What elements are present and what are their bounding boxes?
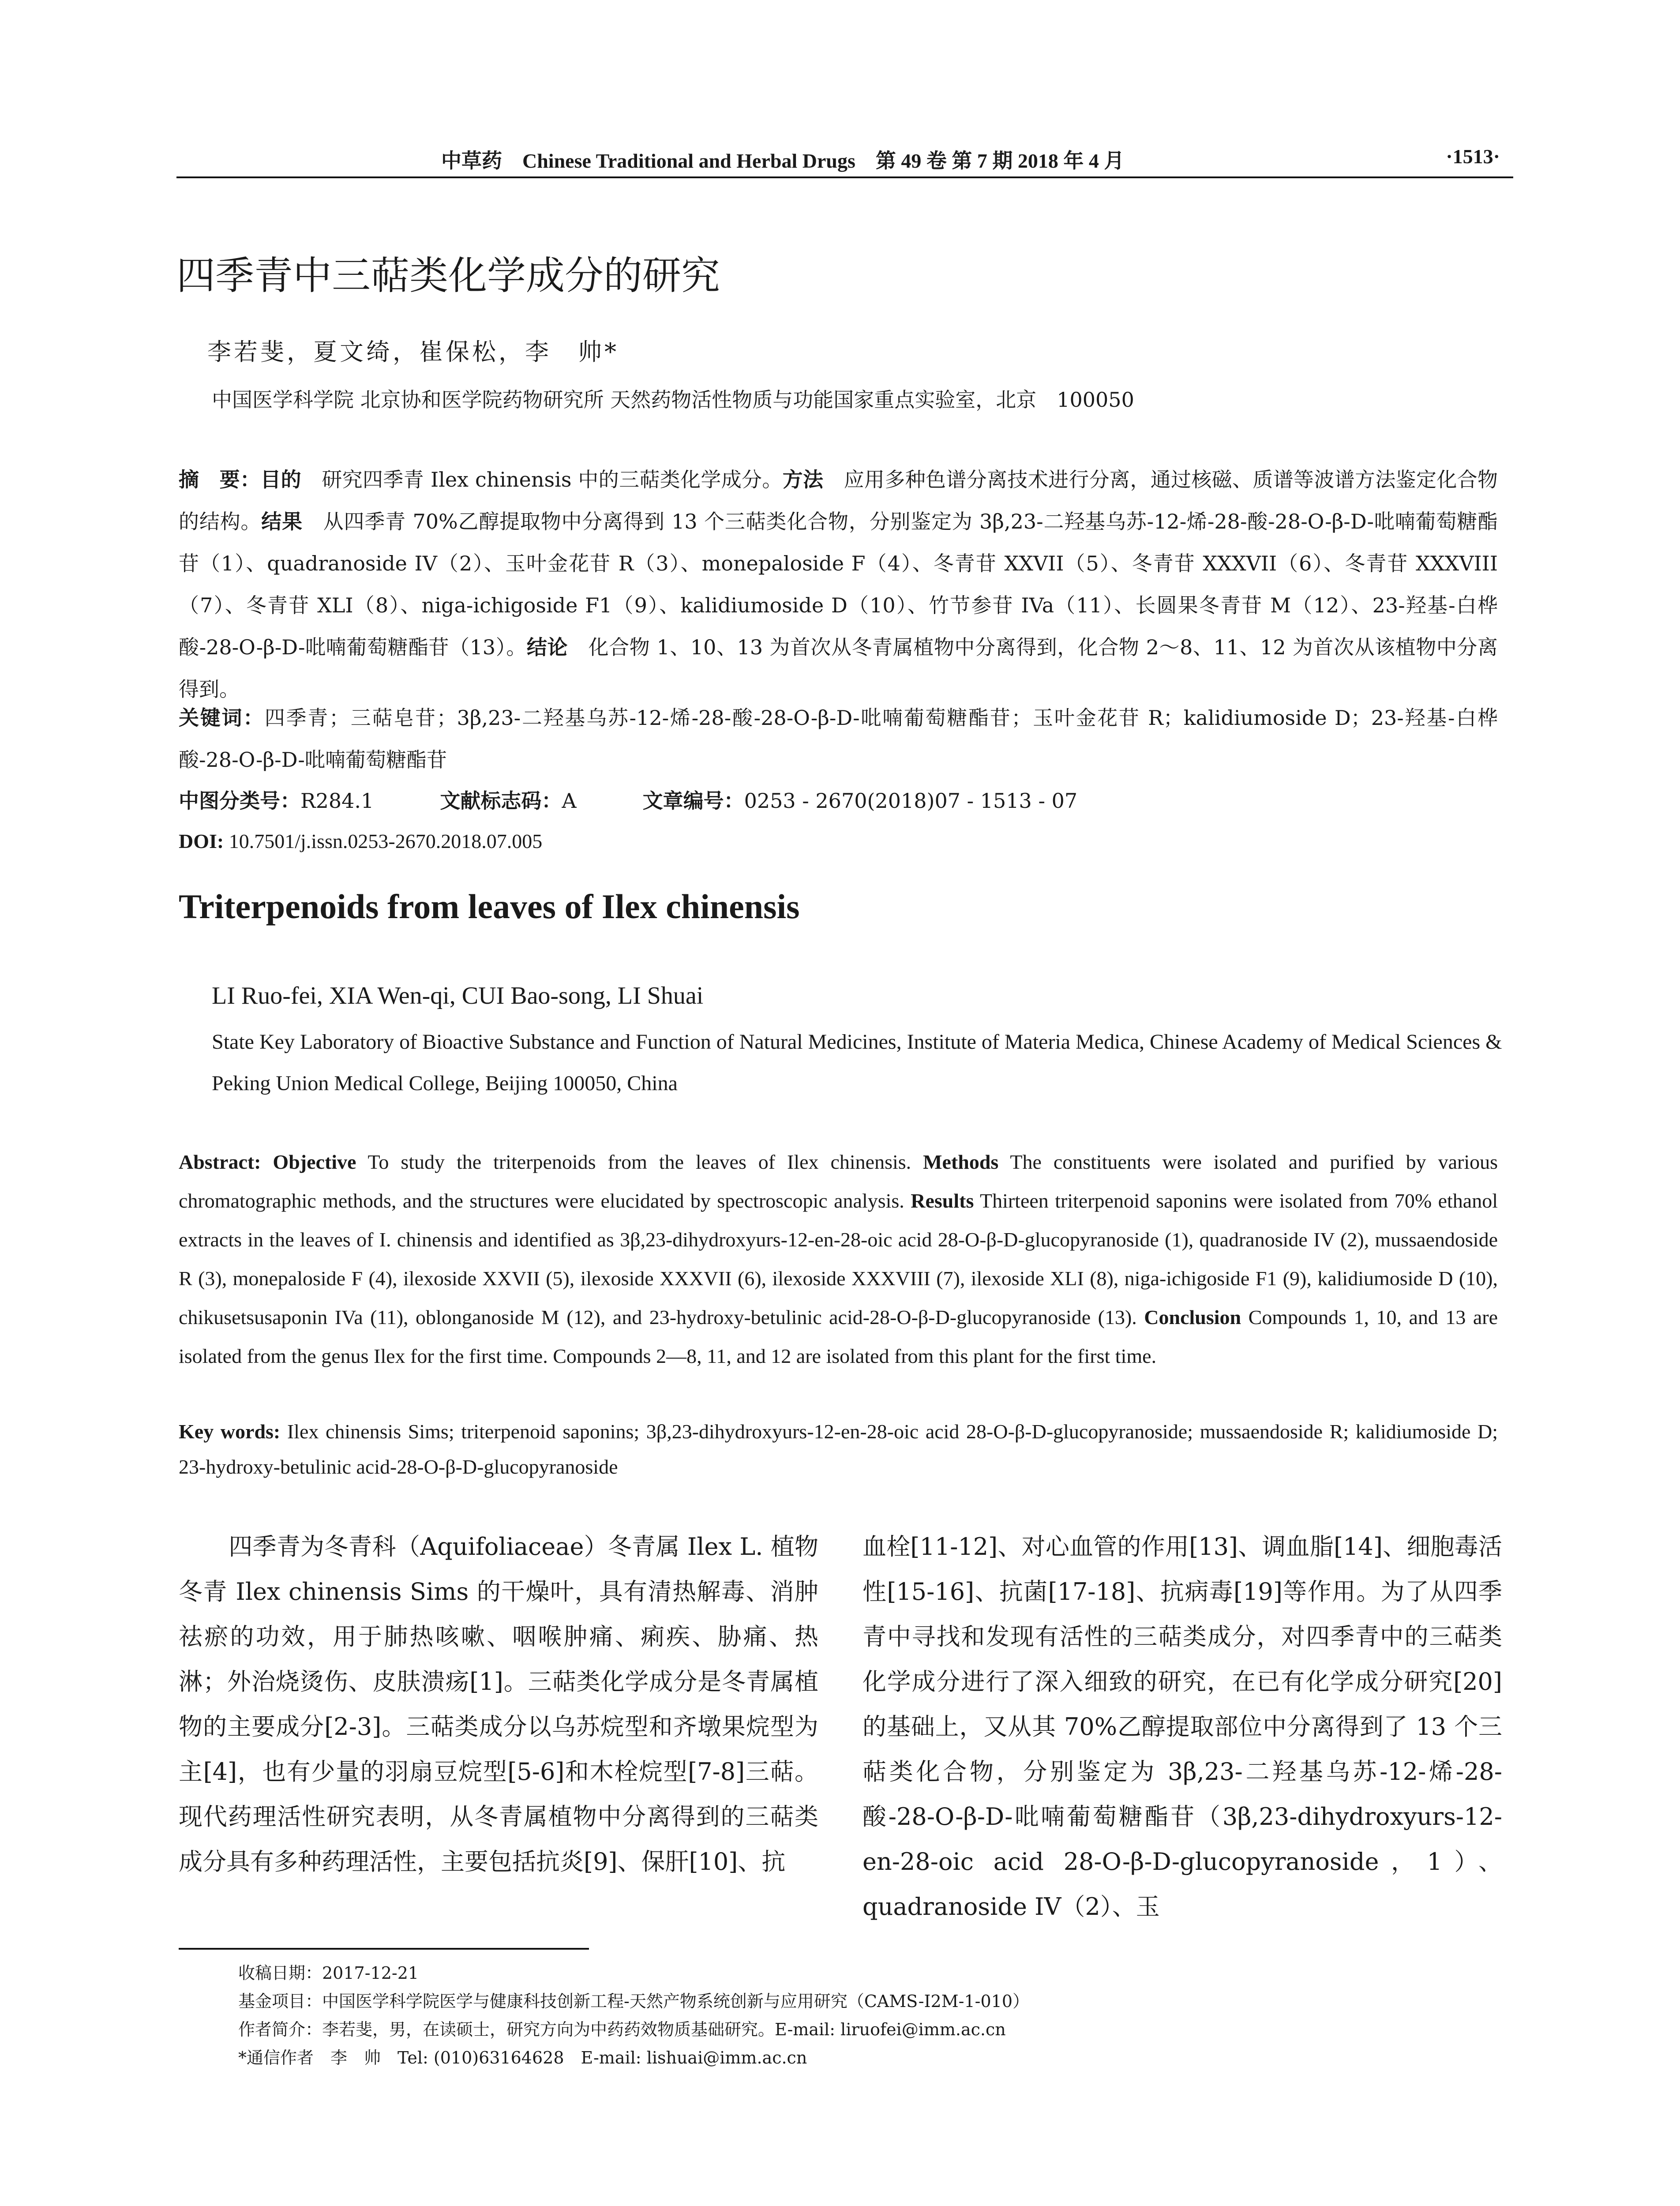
cn-keywords-label: 关键词： (179, 706, 265, 730)
article-no-label: 文章编号： (642, 789, 744, 813)
cn-keywords (179, 697, 1498, 781)
en-keywords-label: Key words: (179, 1420, 281, 1443)
journal-name-en: Chinese Traditional and Herbal Drugs (522, 150, 855, 172)
cn-results-label: 结果 (261, 510, 303, 533)
footnote-correspondence: *通信作者 李 帅 Tel: (010)63164628 E-mail: lishuai@imm.ac.cn (238, 2048, 807, 2067)
doi-label: DOI: (179, 830, 224, 852)
doc-code-value: A (562, 789, 577, 813)
cn-affiliation: 中国医学科学院 北京协和医学院药物研究所 天然药物活性物质与功能国家重点实验室，北京 100050 (212, 388, 1134, 412)
clc-label: 中图分类号： (179, 789, 300, 813)
en-abstract (179, 1143, 1498, 1376)
body-right-column: 血栓[11-12]、对心血管的作用[13]、调血脂[14]、细胞毒活性[15-16]、抗菌[17-18]、抗病毒[19]等作用。为了从四季青中寻找和发现有活性的三萜类成分，对四季青中的三萜类化学成分进行了深入细致的研究，在已有化学成分研究[20]的基础上，又从其 70%乙醇提取部位中分离得到了 13 个三萜类化合物，分别鉴定为 3β,23-二羟基乌苏-12-烯-28-酸-28-O-β-D-吡喃葡萄糖酯苷（3β,23-dihydroxyurs-12-en-28-oic acid 28-O-β-D-glucopyranoside，1）、quadranoside IV（2）、玉 (862, 1533, 1502, 1921)
cn-results: 从四季青 70%乙醇提取物中分离得到 13 个三萜类化合物，分别鉴定为 3β,23-二羟基乌苏-12-烯-28-酸-28-O-β-D-吡喃葡萄糖酯苷（1）、quadranoside IV（2）、玉叶金花苷 R（3）、monepaloside F（4）、冬青苷 XXVII（5）、冬青苷 XXXVII（6）、冬青苷 XXXVIII（7）、冬青苷 XLI（8）、niga-ichigoside F1（9）、kalidiumoside D（10）、竹节参苷 IVa（11）、长圆果冬青苷 M（12）、23-羟基-白桦酸-28-O-β-D-吡喃葡萄糖酯苷（13）。 (179, 510, 1498, 659)
en-methods-label: Methods (923, 1151, 999, 1173)
en-methods: The constituents were isolated and purified by various chromatographic methods, and the structures were elucidated by spectroscopic analysis. (179, 1151, 1498, 1212)
en-conclusion-label: Conclusion (1144, 1306, 1241, 1328)
cn-classification (179, 781, 1498, 821)
en-objective-label: Objective (273, 1151, 356, 1173)
running-header (176, 141, 1513, 178)
cn-abstract-label: 摘 要： (179, 468, 261, 491)
en-keywords-text: Ilex chinensis Sims; triterpenoid saponins; 3β,23-dihydroxyurs-12-en-28-oic acid 28-O-β-D-glucopyranoside; mussaendoside R; kalidiumoside D; 23-hydroxy-betulinic acid-28-O-β-D-glucopyranoside (179, 1420, 1498, 1478)
cn-abstract (179, 459, 1498, 710)
cn-conclusion: 化合物 1、10、13 为首次从冬青属植物中分离得到，化合物 2～8、11、12 为首次从该植物中分离得到。 (179, 635, 1498, 701)
cn-conclusion-label: 结论 (526, 635, 568, 659)
journal-name-cn: 中草药 (441, 150, 502, 172)
article-no-value: 0253 - 2670(2018)07 - 1513 - 07 (744, 789, 1078, 813)
footnote-received: 收稿日期：2017-12-21 (238, 1963, 419, 1983)
cn-objective: 研究四季青 Ilex chinensis 中的三萜类化学成分。 (301, 468, 783, 491)
page-number: ·1513· (1446, 145, 1500, 168)
footnote-fund: 基金项目：中国医学科学院医学与健康科技创新工程-天然产物系统创新与应用研究（CAMS-I2M-1-010） (238, 1992, 1030, 2011)
footnotes (238, 1959, 1474, 2072)
en-results-label: Results (911, 1189, 974, 1212)
cn-objective-label: 目的 (260, 468, 301, 491)
doi-line (179, 822, 1498, 861)
en-results: Thirteen triterpenoid saponins were isolated from 70% ethanol extracts in the leaves of I. chinensis and identified as 3β,23-dihydroxyurs-12-en-28-oic acid 28-O-β-D-glucopyranoside (1), quadranoside IV (2), mussaendoside R (3), monepaloside F (4), ilexoside XXVII (5), ilexoside XXXVII (6), ilexoside XXXVIII (7), ilexoside XLI (8), niga-ichigoside F1 (9), kalidiumoside D (10), chikusetsusaponin IVa (11), oblonganoside M (12), and 23-hydroxy-betulinic acid-28-O-β-D-glucopyranoside (13). (179, 1189, 1498, 1328)
cn-methods-label: 方法 (782, 468, 824, 491)
cn-authors: 李若斐，夏文绮，崔保松，李 帅* (207, 338, 619, 366)
en-conclusion: Compounds 1, 10, and 13 are isolated from the genus Ilex for the first time. Compounds 2—8, 11, and 12 are isolated from this plant for the first time. (179, 1306, 1498, 1367)
cn-title: 四季青中三萜类化学成分的研究 (176, 253, 720, 298)
en-affiliation: State Key Laboratory of Bioactive Substance and Function of Natural Medicines, Institute of Materia Medica, Chinese Academy of Medical Sciences & Peking Union Medical College, Beijing 100050, China (212, 1030, 1502, 1095)
clc-value: R284.1 (300, 789, 374, 813)
footnote-author: 作者简介：李若斐，男，在读硕士，研究方向为中药药效物质基础研究。E-mail: liruofei@imm.ac.cn (238, 2020, 1006, 2039)
en-keywords (179, 1414, 1498, 1485)
en-objective: To study the triterpenoids from the leaves of Ilex chinensis. (356, 1151, 911, 1173)
cn-keywords-text: 四季青；三萜皂苷；3β,23-二羟基乌苏-12-烯-28-酸-28-O-β-D-吡喃葡萄糖酯苷；玉叶金花苷 R；kalidiumoside D；23-羟基-白桦酸-28-O-β-D-吡喃葡萄糖酯苷 (179, 706, 1498, 772)
en-authors: LI Ruo-fei, XIA Wen-qi, CUI Bao-song, LI Shuai (212, 982, 704, 1009)
body-left-column: 四季青为冬青科（Aquifoliaceae）冬青属 Ilex L. 植物冬青 Ilex chinensis Sims 的干燥叶，具有清热解毒、消肿祛瘀的功效，用于肺热咳嗽、咽喉肿痛、痢疾、胁痛、热淋；外治烧烫伤、皮肤溃疡[1]。三萜类化学成分是冬青属植物的主要成分[2-3]。三萜类成分以乌苏烷型和齐墩果烷型为主[4]，也有少量的羽扇豆烷型[5-6]和木栓烷型[7-8]三萜。现代药理活性研究表明，从冬青属植物中分离得到的三萜类成分具有多种药理活性，主要包括抗炎[9]、保肝[10]、抗 (179, 1533, 818, 1876)
issue-info: 第 49 卷 第 7 期 2018 年 4 月 (875, 150, 1125, 172)
en-title: Triterpenoids from leaves of Ilex chinensis (179, 887, 800, 926)
cn-methods: 应用多种色谱分离技术进行分离，通过核磁、质谱等波谱方法鉴定化合物的结构。 (179, 468, 1498, 533)
en-abstract-label: Abstract: (179, 1151, 261, 1173)
footnote-rule (179, 1948, 589, 1950)
doi-value: 10.7501/j.issn.0253-2670.2018.07.005 (224, 830, 543, 852)
doc-code-label: 文献标志码： (440, 789, 562, 813)
